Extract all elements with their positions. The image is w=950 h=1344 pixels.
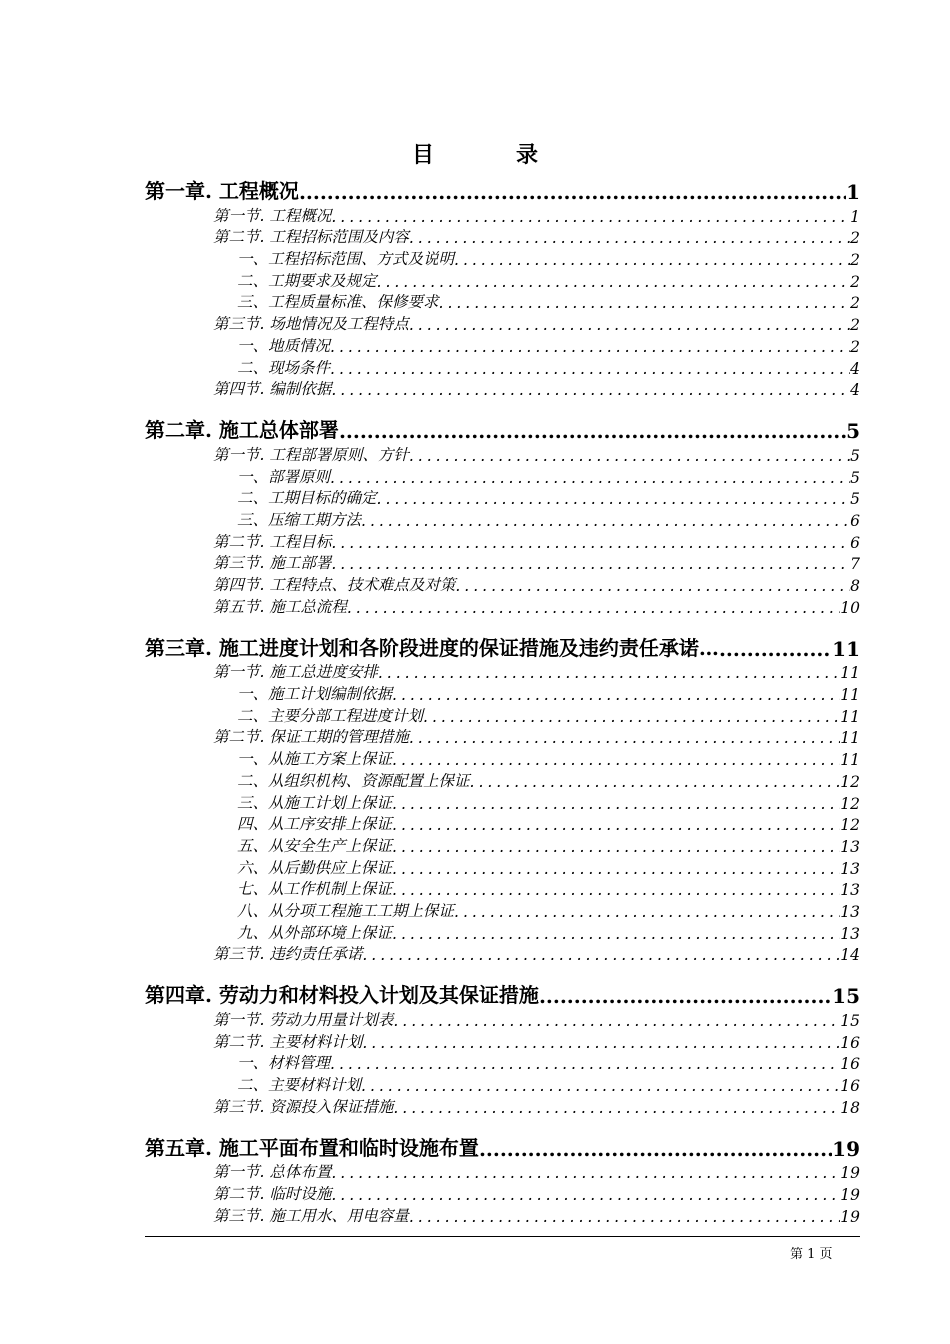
toc-subsection-entry-page-number: 2 (850, 294, 860, 313)
toc-subsection-entry-page-number: 13 (840, 881, 860, 900)
toc-subsection-entry-page-number: 5 (850, 490, 860, 509)
toc-subsection-entry-label: 一、工程招标范围、方式及说明 (237, 250, 455, 269)
toc-subsection-entry-label: 二、主要分部工程进度计划 (237, 706, 424, 725)
toc-subsection-entry-page-number: 13 (840, 837, 860, 856)
dot-leader (409, 447, 850, 465)
dot-leader (330, 1055, 840, 1073)
toc-subsection-entry-page-number: 16 (840, 1055, 860, 1074)
toc-section-entry[interactable] (145, 943, 860, 965)
toc-subsection-entry-label: 二、从组织机构、资源配置上保证 (237, 771, 470, 790)
dot-leader (392, 816, 840, 834)
toc-subsection-entry[interactable] (145, 682, 860, 704)
toc-section-entry-page-number: 11 (840, 664, 860, 683)
toc-subsection-entry-page-number: 11 (840, 707, 860, 726)
dot-leader (409, 316, 850, 334)
toc-subsection-entry[interactable] (145, 247, 860, 269)
toc-section-entry[interactable] (145, 1161, 860, 1183)
toc-section-entry-page-number: 4 (850, 381, 860, 400)
dot-leader (455, 577, 850, 595)
toc-subsection-entry-label: 八、从分项工程施工工期上保证 (237, 901, 455, 920)
toc-chapter-entry-page-number: 5 (846, 419, 860, 444)
toc-chapter-entry-label: 第三章. 施工进度计划和各阶段进度的保证措施及违约责任承诺… (145, 635, 719, 660)
toc-subsection-entry[interactable] (145, 747, 860, 769)
toc-section-entry-label: 第一节. 工程部署原则、方针 (213, 445, 409, 464)
toc-section-entry-label: 第一节. 劳动力用量计划表 (213, 1011, 394, 1029)
toc-section-entry-page-number: 1 (850, 207, 860, 226)
toc-section-entry[interactable] (145, 1204, 860, 1226)
toc-subsection-entry[interactable] (145, 1052, 860, 1074)
toc-subsection-entry-label: 九、从外部环境上保证 (237, 923, 393, 942)
toc-section-entry[interactable] (145, 726, 860, 748)
dot-leader (392, 686, 840, 704)
toc-chapter-entry[interactable] (145, 629, 860, 661)
dot-leader (330, 360, 850, 378)
dot-leader (331, 1164, 840, 1182)
dot-leader (393, 1012, 840, 1030)
dot-leader (330, 469, 850, 487)
toc-section-entry-label: 第四节. 编制依据 (213, 380, 332, 399)
toc-chapter-entry[interactable] (145, 411, 860, 443)
toc-section-entry-page-number: 5 (850, 446, 860, 465)
toc-section-entry-label: 第一节. 总体布置 (213, 1163, 332, 1182)
toc-subsection-entry[interactable] (145, 269, 860, 291)
toc-section-entry[interactable] (145, 226, 860, 248)
toc-section-entry[interactable] (145, 378, 860, 400)
toc-chapter-entry[interactable] (145, 976, 860, 1008)
dot-leader (392, 881, 840, 899)
dot-leader (362, 946, 840, 964)
toc-section-entry-page-number: 2 (850, 316, 860, 335)
toc-subsection-entry[interactable] (145, 899, 860, 921)
toc-section-entry-label: 第三节. 施工部署 (213, 554, 332, 573)
toc-subsection-entry-label: 一、部署原则 (237, 467, 331, 486)
toc-subsection-entry[interactable] (145, 813, 860, 835)
toc-section-entry-page-number: 18 (840, 1098, 860, 1117)
toc-section-entry-label: 第四节. 工程特点、技术难点及对策 (213, 576, 456, 594)
toc-chapter-entry-label: 第一章. 工程概况 (145, 179, 299, 203)
toc-section-entry-page-number: 15 (840, 1012, 860, 1030)
toc-section-entry-page-number: 7 (850, 555, 860, 574)
dot-leader (377, 273, 851, 291)
toc-section-entry[interactable] (145, 595, 860, 617)
toc-subsection-entry-label: 二、主要材料计划 (237, 1076, 362, 1095)
dot-leader (470, 773, 841, 791)
toc-section-entry[interactable] (145, 530, 860, 552)
toc-section-entry[interactable] (145, 204, 860, 226)
toc-subsection-entry-page-number: 13 (840, 902, 860, 921)
toc-subsection-entry-label: 二、工期目标的确定 (237, 489, 377, 508)
dot-leader (331, 1186, 840, 1204)
toc-section-entry-page-number: 6 (850, 533, 860, 552)
toc-section-entry[interactable] (145, 1030, 860, 1052)
dot-leader (362, 1034, 840, 1052)
toc-subsection-entry-label: 六、从后勤供应上保证 (237, 858, 393, 877)
toc-subsection-entry[interactable] (145, 508, 860, 530)
dot-leader (392, 838, 840, 856)
toc-subsection-entry-label: 四、从工序安排上保证 (237, 815, 393, 834)
toc-subsection-entry-label: 一、施工计划编制依据 (237, 685, 393, 704)
toc-section-entry-page-number: 19 (840, 1164, 860, 1183)
toc-section-entry[interactable] (145, 552, 860, 574)
dot-leader (331, 555, 850, 573)
toc-chapter-entry[interactable] (145, 172, 860, 204)
toc-subsection-entry-page-number: 2 (850, 251, 860, 270)
toc-section-entry-page-number: 8 (850, 577, 860, 595)
toc-subsection-entry-label: 七、从工作机制上保证 (237, 880, 393, 899)
toc-section-entry-label: 第二节. 保证工期的管理措施 (213, 728, 409, 747)
toc-chapter-entry-page-number: 11 (832, 636, 860, 661)
toc-subsection-entry-label: 二、工期要求及规定 (237, 271, 377, 290)
toc-subsection-entry[interactable] (145, 921, 860, 943)
toc-subsection-entry-page-number: 2 (850, 272, 860, 291)
footer-page-number: 第 1 页 (790, 1247, 833, 1262)
toc-chapter-entry[interactable] (145, 1129, 860, 1161)
page-title: 目 录 (411, 142, 568, 168)
toc-subsection-entry-page-number: 13 (840, 924, 860, 943)
dot-leader (409, 1208, 840, 1226)
toc-section-entry-label: 第二节. 工程招标范围及内容 (213, 228, 409, 247)
toc-section-entry-label: 第二节. 工程目标 (213, 532, 332, 551)
dot-leader (331, 208, 850, 226)
dot-leader (392, 925, 840, 943)
toc-subsection-entry[interactable] (145, 487, 860, 509)
dot-leader (409, 229, 850, 247)
toc-chapter-entry-page-number: 1 (846, 180, 860, 204)
toc-subsection-entry-label: 一、材料管理 (237, 1054, 331, 1073)
dot-leader (409, 729, 840, 747)
toc-section-entry-page-number: 14 (840, 946, 860, 965)
toc-subsection-entry-page-number: 4 (850, 359, 860, 378)
dot-leader (347, 599, 840, 617)
toc-section-entry[interactable] (145, 573, 860, 595)
footer-divider (145, 1236, 860, 1237)
toc-section-entry-label: 第二节. 临时设施 (213, 1185, 332, 1204)
toc-subsection-entry[interactable] (145, 356, 860, 378)
toc-subsection-entry[interactable] (145, 856, 860, 878)
toc-chapter-entry-label: 第二章. 施工总体部署 (145, 418, 339, 443)
toc-subsection-entry-label: 一、从施工方案上保证 (237, 750, 393, 769)
toc-subsection-entry-label: 三、压缩工期方法 (237, 510, 362, 529)
dot-leader (378, 664, 840, 682)
dot-leader (479, 1137, 832, 1161)
toc-subsection-entry-page-number: 11 (840, 751, 860, 770)
toc-subsection-entry-page-number: 12 (840, 794, 860, 813)
toc-subsection-entry[interactable] (145, 334, 860, 356)
toc-subsection-entry[interactable] (145, 465, 860, 487)
toc-section-entry-page-number: 10 (840, 598, 860, 617)
toc-section-entry-page-number: 11 (840, 729, 860, 748)
toc-section-entry-label: 第一节. 施工总进度安排 (213, 663, 378, 682)
toc-subsection-entry-page-number: 16 (840, 1077, 860, 1096)
toc-subsection-entry-label: 三、工程质量标准、保修要求 (237, 293, 439, 312)
toc-subsection-entry[interactable] (145, 291, 860, 313)
toc-subsection-entry-page-number: 2 (850, 337, 860, 356)
toc-subsection-entry[interactable] (145, 1073, 860, 1095)
dot-leader (393, 1099, 840, 1117)
toc-section-entry-label: 第三节. 违约责任承诺 (213, 945, 363, 964)
toc-subsection-entry-page-number: 6 (850, 511, 860, 530)
toc-subsection-entry-page-number: 13 (840, 859, 860, 878)
toc-section-entry[interactable] (145, 312, 860, 334)
toc-section-entry-page-number: 16 (840, 1033, 860, 1052)
toc-section-entry[interactable] (145, 1008, 860, 1030)
dot-leader (361, 512, 850, 530)
toc-subsection-entry[interactable] (145, 834, 860, 856)
toc-subsection-entry-page-number: 12 (840, 772, 860, 791)
toc-section-entry-label: 第五节. 施工总流程 (213, 597, 347, 616)
dot-leader (331, 381, 850, 399)
toc-subsection-entry[interactable] (145, 704, 860, 726)
toc-subsection-entry-page-number: 12 (840, 816, 860, 835)
dot-leader (719, 637, 832, 661)
toc-section-entry-label: 第三节. 施工用水、用电容量 (213, 1206, 409, 1225)
toc-section-entry[interactable] (145, 1095, 860, 1117)
toc-subsection-entry[interactable] (145, 769, 860, 791)
dot-leader (330, 338, 850, 356)
toc-subsection-entry-label: 二、现场条件 (237, 358, 331, 377)
toc-section-entry-page-number: 19 (840, 1207, 860, 1226)
toc-chapter-entry-label: 第四章. 劳动力和材料投入计划及其保证措施 (145, 983, 539, 1008)
table-of-contents (145, 172, 860, 1226)
toc-section-entry-label: 第三节. 场地情况及工程特点 (213, 315, 409, 334)
dot-leader (454, 251, 850, 269)
toc-subsection-entry-page-number: 5 (850, 468, 860, 487)
toc-subsection-entry[interactable] (145, 791, 860, 813)
toc-section-entry[interactable] (145, 1182, 860, 1204)
toc-chapter-entry-label: 第五章. 施工平面布置和临时设施布置 (145, 1135, 479, 1160)
dot-leader (377, 490, 851, 508)
toc-chapter-entry-page-number: 15 (832, 984, 860, 1009)
toc-section-entry-label: 第一节. 工程概况 (213, 206, 332, 225)
toc-chapter-entry-page-number: 19 (832, 1136, 860, 1161)
toc-subsection-entry-label: 三、从施工计划上保证 (237, 793, 393, 812)
toc-section-entry-label: 第三节. 资源投入保证措施 (213, 1097, 394, 1116)
dot-leader (331, 534, 850, 552)
toc-subsection-entry[interactable] (145, 878, 860, 900)
dot-leader (423, 708, 840, 726)
dot-leader (439, 294, 851, 312)
dot-leader (392, 860, 840, 878)
toc-section-entry-label: 第二节. 主要材料计划 (213, 1032, 363, 1051)
toc-section-entry[interactable] (145, 443, 860, 465)
dot-leader (339, 419, 846, 443)
dot-leader (454, 903, 840, 921)
dot-leader (361, 1077, 840, 1095)
dot-leader (392, 795, 840, 813)
dot-leader (392, 751, 840, 769)
toc-subsection-entry-label: 一、地质情况 (237, 336, 331, 355)
toc-subsection-entry-label: 五、从安全生产上保证 (237, 836, 393, 855)
dot-leader (299, 180, 846, 204)
dot-leader (539, 984, 832, 1008)
toc-section-entry-page-number: 2 (850, 229, 860, 248)
toc-subsection-entry-page-number: 11 (840, 686, 860, 705)
toc-section-entry[interactable] (145, 661, 860, 683)
toc-section-entry-page-number: 19 (840, 1186, 860, 1205)
